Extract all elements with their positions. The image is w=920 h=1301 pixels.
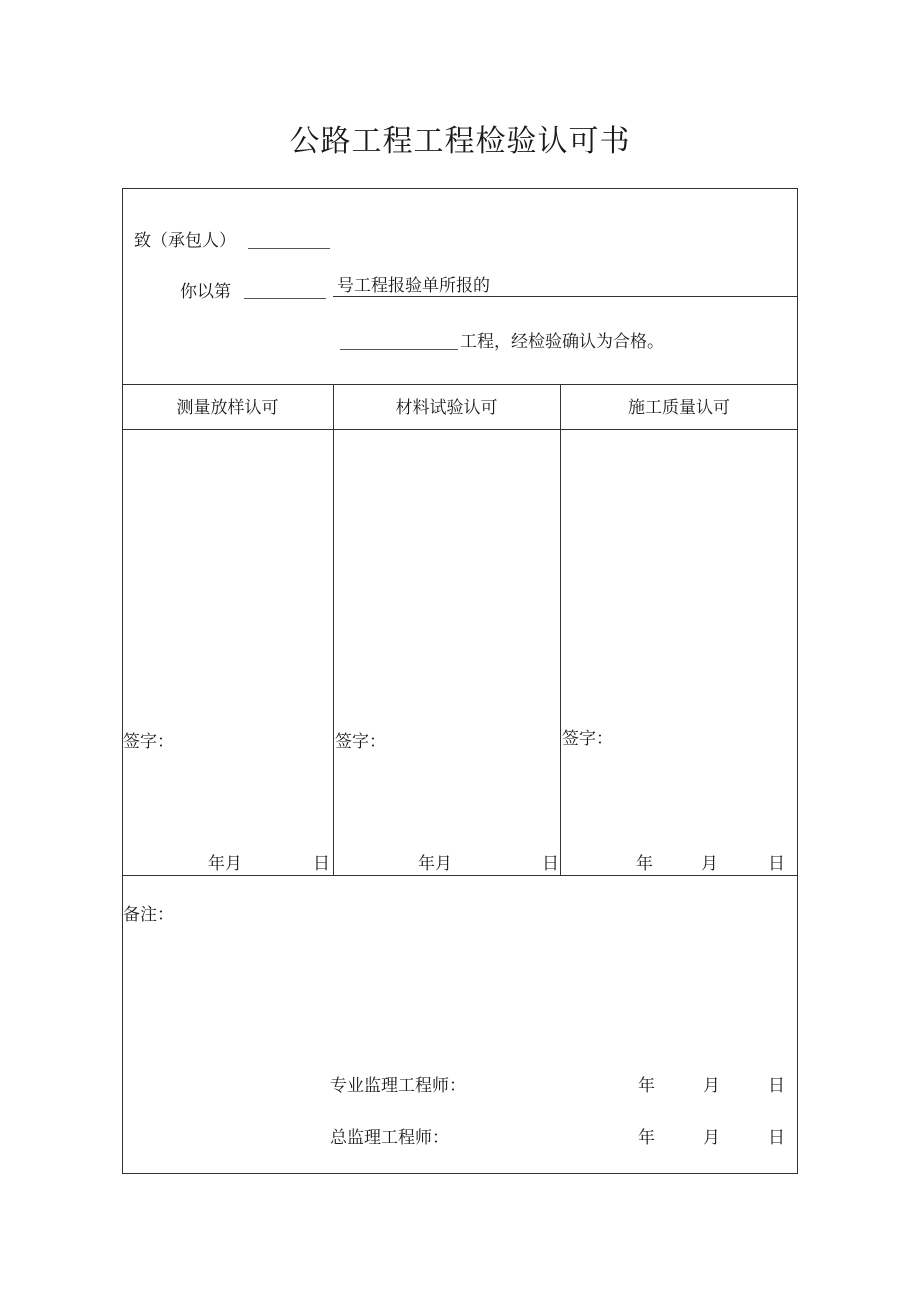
header-survey-approval: 测量放样认可 <box>176 398 279 418</box>
quality-sign-label: 签字： <box>562 729 613 749</box>
project-name-blank[interactable] <box>340 349 458 350</box>
quality-date-day: 日 <box>768 854 785 874</box>
approval-statement: 工程，经检验确认为合格。 <box>460 332 664 352</box>
specialist-engineer-label: 专业监理工程师： <box>330 1076 466 1096</box>
row-divider-header-bottom <box>122 429 798 430</box>
material-date-day: 日 <box>542 854 559 874</box>
report-number-blank[interactable] <box>244 298 326 299</box>
specialist-date-month: 月 <box>703 1076 720 1096</box>
survey-date-year-month: 年月 <box>208 854 242 874</box>
chief-date-year: 年 <box>638 1128 655 1148</box>
col-divider-2 <box>560 384 561 875</box>
survey-sign-label: 签字： <box>123 732 174 752</box>
material-date-year-month: 年月 <box>418 854 452 874</box>
document-title: 公路工程工程检验认可书 <box>289 124 631 159</box>
chief-engineer-label: 总监理工程师： <box>330 1128 449 1148</box>
survey-date-day: 日 <box>313 854 330 874</box>
quality-date-month: 月 <box>701 854 718 874</box>
row-divider-header-top <box>122 384 798 385</box>
chief-date-month: 月 <box>703 1128 720 1148</box>
specialist-date-year: 年 <box>638 1076 655 1096</box>
col-divider-1 <box>333 384 334 875</box>
report-number-suffix: 号工程报验单所报的 <box>337 276 490 296</box>
chief-date-day: 日 <box>768 1128 785 1148</box>
specialist-date-day: 日 <box>768 1076 785 1096</box>
row-divider-remarks-top <box>122 875 798 876</box>
quality-date-year: 年 <box>636 854 653 874</box>
material-sign-label: 签字： <box>335 732 386 752</box>
contractor-name-blank[interactable] <box>248 248 330 249</box>
remarks-label: 备注： <box>123 905 174 925</box>
header-quality-approval: 施工质量认可 <box>628 398 730 418</box>
intro-line2-rule <box>333 296 798 297</box>
report-number-prefix: 你以第 <box>180 282 231 302</box>
to-contractor-label: 致（承包人） <box>134 231 236 251</box>
header-material-approval: 材料试验认可 <box>395 398 498 418</box>
